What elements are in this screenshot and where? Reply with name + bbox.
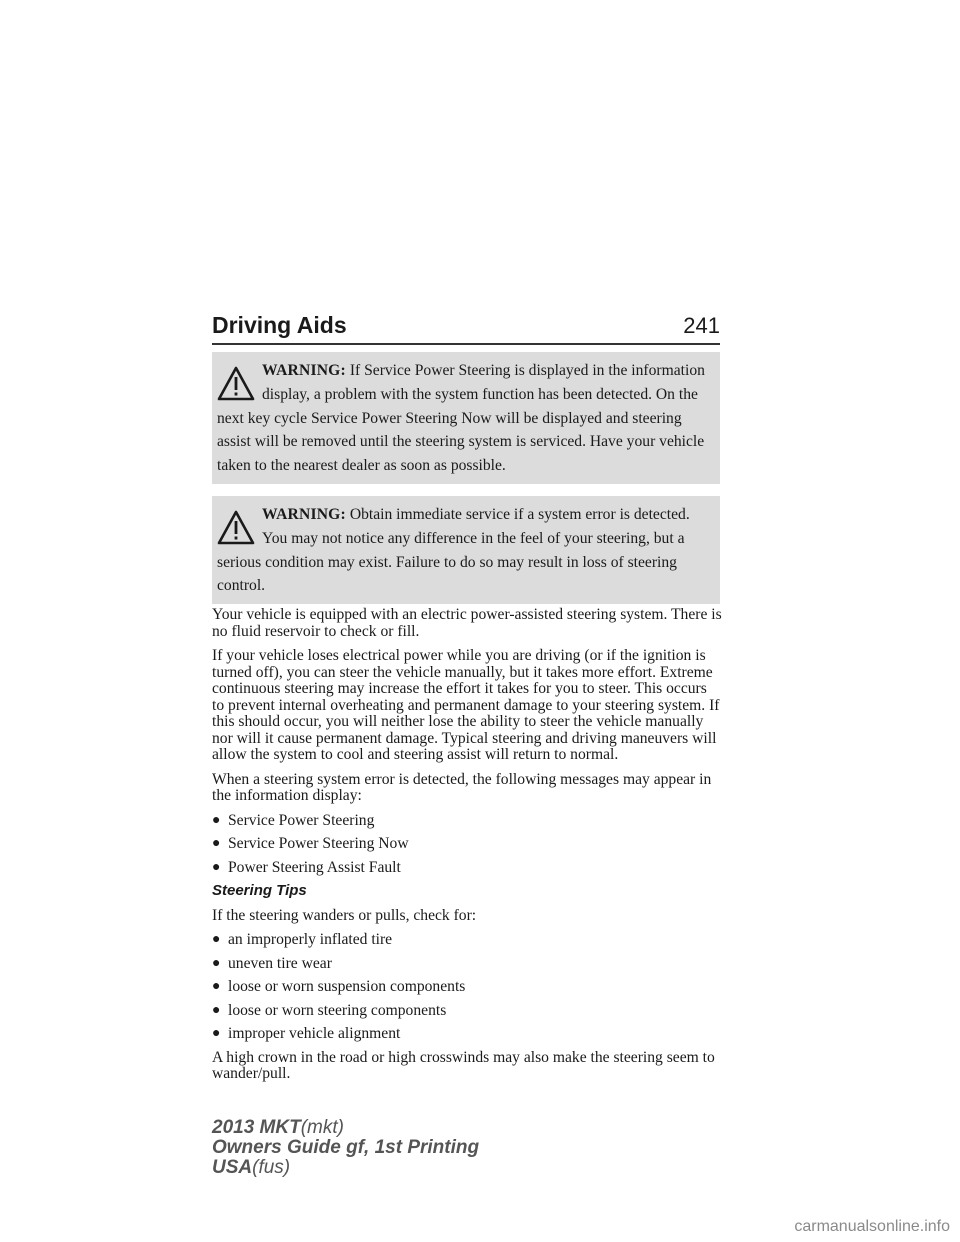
list-item: ● loose or worn steering components: [212, 1001, 447, 1019]
list-item: ● Service Power Steering: [212, 811, 375, 829]
list-item: ● improper vehicle alignment: [212, 1025, 401, 1042]
bullet-icon: ●: [212, 812, 221, 828]
bullet-icon: ●: [212, 1026, 221, 1041]
paragraph: Your vehicle is equipped with an electric power-assisted steering system. There is no fluid reservoir to check or fill.: [212, 606, 722, 640]
paragraph: When a steering system error is detected, the following messages may appear in the information display:: [212, 770, 712, 804]
header-rule: [212, 343, 720, 345]
list-item: ● uneven tire wear: [212, 954, 332, 972]
list-item: ● Power Steering Assist Fault: [212, 858, 401, 876]
section-title: Driving Aids: [212, 312, 347, 338]
warning-text: If Service Power Steering is displayed in the information display, a problem with the system function has been detected. On the next key cycle Service Power Steering Now will be displayed and steering assist will be removed until the steering system is serviced. Have your vehicle taken to the nearest dealer as soon as possible.: [217, 362, 705, 475]
warning-label: WARNING:: [262, 362, 346, 379]
bullet-icon: ●: [212, 932, 221, 947]
footer-region: USA: [212, 1157, 253, 1178]
footer-region-code: (fus): [252, 1157, 291, 1178]
bullet-icon: ●: [212, 979, 221, 994]
watermark: carmanualsonline.info: [794, 1218, 950, 1235]
footer-model: 2013 MKT: [212, 1117, 301, 1138]
body-content: [212, 607, 722, 1091]
footer-model-code: (mkt): [300, 1117, 344, 1138]
document-footer: [212, 1118, 479, 1178]
warning-box-1: [212, 352, 720, 484]
warning-text: Obtain immediate service if a system error is detected. You may not notice any difference in the feel of your steering, but a serious condition may exist. Failure to do so may result in loss of steering control.: [217, 506, 690, 595]
list-item: ● an improperly inflated tire: [212, 931, 393, 948]
list-item: ● loose or worn suspension components: [212, 978, 466, 995]
bullet-icon: ●: [212, 1002, 221, 1018]
warning-label: WARNING:: [262, 506, 346, 523]
bullet-icon: ●: [212, 836, 221, 851]
warning-box-2: [212, 496, 720, 604]
bullet-icon: ●: [212, 859, 221, 875]
warning-triangle-icon: [217, 365, 255, 403]
bullet-icon: ●: [212, 955, 221, 971]
warning-triangle-icon: [217, 509, 255, 547]
footer-guide: Owners Guide gf, 1st Printing: [212, 1137, 480, 1158]
paragraph: A high crown in the road or high crosswinds may also make the steering seem to wander/pull.: [212, 1048, 715, 1082]
paragraph: If your vehicle loses electrical power while you are driving (or if the ignition is turned off), you can steer the vehicle manually, but it takes more effort. Extreme continuous steering may increase the effort it takes for you to steer. This occurs to prevent internal overheating and permanent damage to your steering system. If this should occur, you will neither lose the ability to steer the vehicle manually nor will it cause permanent damage. Typical steering and driving maneuvers will allow the system to cool and steering assist will return to normal.: [212, 647, 720, 763]
page-header: [212, 312, 720, 339]
paragraph: If the steering wanders or pulls, check for:: [212, 906, 477, 924]
list-item: ● Service Power Steering Now: [212, 835, 409, 852]
subheading: Steering Tips: [212, 882, 307, 899]
page-number: 241: [683, 313, 720, 338]
